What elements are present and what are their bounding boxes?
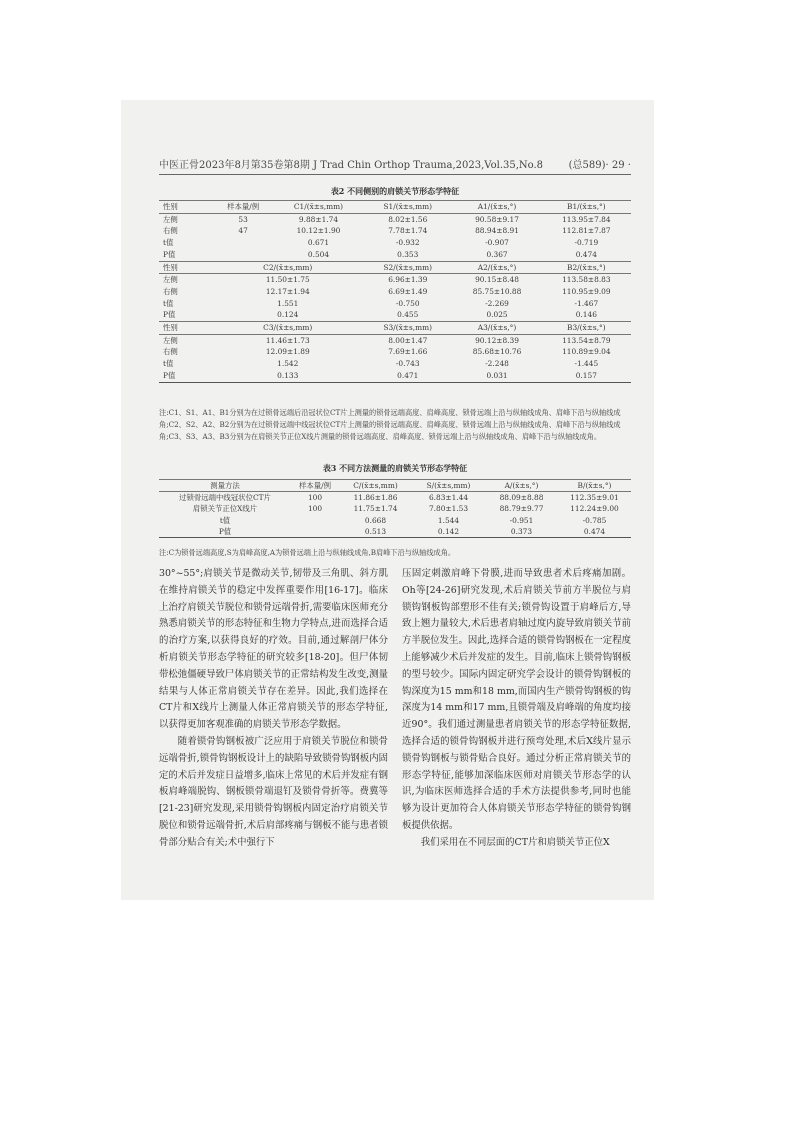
- table-cell: 0.455: [397, 310, 419, 320]
- table-cell: 0.504: [307, 249, 330, 259]
- table-row: [159, 237, 631, 249]
- table-cell: 8.00±1.47: [363, 334, 452, 346]
- table-row: [159, 526, 631, 538]
- table-cell: 0.367: [486, 249, 508, 259]
- table-cell: t值: [163, 359, 174, 369]
- table-cell: 6.83±1.44: [412, 492, 485, 504]
- table-cell: 11.46±1.73: [212, 334, 363, 346]
- table-cell: 左侧: [159, 334, 212, 346]
- table-cell: 112.24±9.00: [570, 504, 619, 514]
- table-cell: B2/(x̄±s,°): [542, 261, 631, 274]
- table-cell: 7.69±1.66: [388, 347, 428, 357]
- table-row: [159, 225, 631, 237]
- table-cell: -1.467: [574, 298, 599, 308]
- table-cell: 6.69±1.49: [388, 286, 428, 296]
- table-cell: C/(x̄±s,mm): [339, 480, 412, 492]
- table-cell: 12.17±1.94: [265, 286, 310, 296]
- table-cell: 0.031: [452, 370, 541, 382]
- table-row: [159, 503, 631, 514]
- table-cell: 肩锁关节正位X线片: [192, 504, 258, 514]
- table-cell: 53: [212, 213, 273, 225]
- table-cell: 112.81±7.87: [562, 226, 611, 236]
- table-cell: -0.932: [395, 238, 420, 248]
- table-cell: A1/(x̄±s,°): [452, 201, 541, 214]
- header-journal-info: 中医正骨2023年8月第35卷第8期 J Trad Chin Orthop Trauma,2023,Vol.35,No.8: [159, 160, 544, 171]
- table-cell: 7.80±1.53: [428, 504, 469, 514]
- table-cell: 85.68±10.76: [472, 347, 522, 357]
- table-cell: 1.544: [437, 515, 460, 525]
- table-cell: 0.474: [575, 249, 597, 259]
- table-cell: 1.542: [277, 359, 299, 369]
- table-cell: 100: [291, 492, 339, 504]
- table3: [159, 479, 631, 538]
- table-cell: -0.743: [395, 359, 420, 369]
- table-cell: 0.373: [485, 526, 558, 538]
- table-cell: S1/(x̄±s,mm): [363, 201, 452, 214]
- table-cell: 90.12±8.39: [452, 334, 541, 346]
- table-cell: S/(x̄±s,mm): [412, 480, 485, 492]
- body-column-right: [402, 566, 631, 852]
- table-row: [159, 249, 631, 261]
- table-cell: 9.88±1.74: [274, 213, 363, 225]
- table2: [159, 200, 631, 383]
- table-cell: -0.719: [574, 238, 599, 248]
- table-cell: 90.15±8.48: [452, 274, 541, 286]
- table2-title: 表2 不同侧别的肩锁关节形态学特征: [330, 186, 460, 196]
- table-cell: A2/(x̄±s,°): [452, 261, 541, 274]
- table-cell: 0.471: [363, 370, 452, 382]
- table-cell: 0.474: [558, 526, 631, 538]
- table-cell: 6.96±1.39: [363, 274, 452, 286]
- table3-title: 表3 不同方法测量的肩锁关节形态学特征: [322, 463, 468, 473]
- table2-note: 注:C1、S1、A1、B1分别为在过锁骨远端后沿冠状位CT片上测量的锁骨远端高度、肩峰高度、锁骨远端上沿与纵轴线成角、肩峰下沿与纵轴线成角;C2、S2、A2、B2分别为在过锁骨远端中线冠状位CT片上测量的锁骨远端高度、肩峰高度、锁骨远端上沿与纵轴线成角、肩峰下沿与纵轴线成角;C3、S3、A3、B3分别为在肩锁关节正位X线片测量的锁骨远端高度、肩峰高度、锁骨远端上沿与纵轴线成角、肩峰下沿与纵轴线成角。: [159, 408, 621, 441]
- table-cell: 0.124: [277, 310, 299, 320]
- table-cell: 样本量/例: [212, 201, 273, 214]
- body-paragraph: 压固定刺激肩峰下骨膜,进而导致患者术后疼痛加剧。Oh等[24-26]研究发现,术后肩锁关节前方半脱位与肩锁钩钢板钩部塑形不佳有关;锁骨钩设置于肩峰后方,导致上翘力量较大,术后患者肩轴过度内旋导致肩锁关节前方半脱位发生。因此,选择合适的锁骨钩钢板在一定程度上能够减少术后并发症的发生。目前,临床上锁骨钩钢板的型号较少。国际内固定研究学会设计的锁骨钩钢板的钩深度为15 mm和18 mm,而国内生产锁骨钩钢板的钩深度为14 mm和17 mm,且锁骨端及肩峰端的角度均接近90°。我们通过测量患者肩锁关节的形态学特征数据,选择合适的锁骨钩钢板并进行预弯处理,术后X线片显示锁骨钩钢板与锁骨贴合良好。通过分析正常肩锁关节的形态学特征,能够加深临床医师对肩锁关节形态学的认识,为临床医师选择合适的手术方法提供参考,同时也能够为设计更加符合人体肩锁关节形态学特征的锁骨钩钢板提供依据。: [402, 568, 631, 831]
- table-cell: 0.668: [364, 515, 387, 525]
- table-row: [159, 492, 631, 504]
- table-cell: 110.89±9.04: [562, 347, 611, 357]
- table-cell: -1.445: [574, 359, 599, 369]
- table-cell: 110.95±9.09: [562, 286, 611, 296]
- table-cell: S2/(x̄±s,mm): [363, 261, 452, 274]
- table-cell: 测量方法: [159, 480, 291, 492]
- table-cell: C1/(x̄±s,mm): [274, 201, 363, 214]
- table-cell: [291, 515, 339, 526]
- table-cell: 90.58±9.17: [452, 213, 541, 225]
- table-cell: B1/(x̄±s,°): [542, 201, 631, 214]
- body-paragraph: 30°~55°;肩锁关节是微动关节,韧带及三角肌、斜方肌在维持肩锁关节的稳定中发挥重要作用[16-17]。临床上治疗肩锁关节脱位和锁骨远端骨折,需要临床医师充分熟悉肩锁关节的形态特征和生物力学特点,进而选择合适的治疗方案,以获得良好的疗效。目前,通过解剖尸体分析肩锁关节形态学特征的研究较多[18-20]。但尸体韧带松弛僵硬导致尸体肩锁关节的正常结构发生改变,测量结果与人体正常肩锁关节存在差异。因此,我们选择在CT片和X线片上测量人体正常肩锁关节的形态学特征,以获得更加客观准确的肩锁关节形态学数据。: [159, 568, 388, 731]
- table-cell: -0.907: [485, 238, 509, 248]
- table-cell: 右侧: [163, 347, 178, 357]
- running-header: [159, 156, 631, 170]
- table-cell: 113.95±7.84: [542, 213, 631, 225]
- table-cell: 112.35±9.01: [558, 492, 631, 504]
- table-cell: B3/(x̄±s,°): [542, 322, 631, 335]
- table-row: [159, 309, 631, 321]
- table-cell: C2/(x̄±s,mm): [212, 261, 363, 274]
- body-paragraph: 随着锁骨钩钢板被广泛应用于肩锁关节脱位和锁骨远端骨折,锁骨钩钢板设计上的缺陷导致锁骨钩钢板内固定的术后并发症日益增多,临床上常见的术后并发症有钢板肩峰端脱钩、钢板锁骨端退钉及锁骨骨折等。费冀等[21-23]研究发现,采用锁骨钩钢板内固定治疗肩锁关节脱位和锁骨远端骨折,术后肩部疼痛与钢板不能与患者锁骨部分贴合有关;术中强行下: [159, 735, 388, 848]
- table-cell: 过锁骨远端中线冠状位CT片: [159, 492, 291, 504]
- table-cell: B/(x̄±s,°): [558, 480, 631, 492]
- table-cell: 7.78±1.74: [388, 226, 428, 236]
- header-rule: [159, 174, 631, 175]
- table-cell: 性别: [159, 261, 212, 274]
- table-cell: C3/(x̄±s,mm): [212, 322, 363, 335]
- table-cell: 0.671: [307, 238, 330, 248]
- table-row: [159, 515, 631, 526]
- table-cell: P值: [159, 370, 212, 382]
- table-cell: 47: [238, 226, 248, 236]
- table-cell: S3/(x̄±s,mm): [363, 322, 452, 335]
- table-cell: [291, 526, 339, 538]
- header-page-number: (总589)· 29 ·: [568, 160, 631, 171]
- table-cell: 0.025: [486, 310, 508, 320]
- table-cell: 1.551: [277, 298, 299, 308]
- table-cell: t值: [219, 515, 231, 525]
- table-cell: 0.142: [412, 526, 485, 538]
- body-column-left: [159, 566, 388, 852]
- table3-note: 注:C为锁骨远端高度,S为肩峰高度,A为锁骨远端上沿与纵轴线成角,B肩峰下沿与纵轴线成角。: [159, 548, 456, 557]
- table-cell: A3/(x̄±s,°): [452, 322, 541, 335]
- table-header-row: [159, 201, 631, 214]
- table-cell: 0.513: [339, 526, 412, 538]
- table-cell: 11.50±1.75: [212, 274, 363, 286]
- table-cell: A/(x̄±s,°): [485, 480, 558, 492]
- table-cell: 88.94±8.91: [475, 226, 519, 236]
- table-row: [159, 334, 631, 346]
- table-cell: 100: [307, 504, 323, 514]
- table-row: [159, 370, 631, 382]
- table-cell: 88.79±9.77: [499, 504, 544, 514]
- table-row: [159, 346, 631, 358]
- table-header-row: [159, 322, 631, 335]
- table-cell: 0.133: [212, 370, 363, 382]
- body-paragraph: 我们采用在不同层面的CT片和肩锁关节正位X: [420, 836, 610, 848]
- table-cell: 0.353: [397, 249, 419, 259]
- scanned-page: [121, 100, 654, 900]
- table-cell: P值: [159, 526, 291, 538]
- table-cell: 88.09±8.88: [485, 492, 558, 504]
- table-header-row: [159, 480, 631, 492]
- table-cell: 右侧: [163, 226, 178, 236]
- table-cell: -2.248: [485, 359, 509, 369]
- table-row: [159, 286, 631, 298]
- table-cell: t值: [163, 238, 174, 248]
- table-cell: 12.09±1.89: [265, 347, 310, 357]
- table-cell: 右侧: [163, 286, 178, 296]
- table-cell: t值: [163, 298, 174, 308]
- table-cell: 样本量/例: [291, 480, 339, 492]
- table-cell: -0.951: [509, 515, 534, 525]
- table-cell: 11.86±1.86: [339, 492, 412, 504]
- table-cell: 左侧: [159, 274, 212, 286]
- table-cell: 8.02±1.56: [363, 213, 452, 225]
- table-row: [159, 274, 631, 286]
- table-cell: -0.750: [395, 298, 420, 308]
- table-cell: -2.269: [485, 298, 509, 308]
- table-cell: 113.58±8.83: [542, 274, 631, 286]
- table-row: [159, 358, 631, 370]
- table-header-row: [159, 261, 631, 274]
- table-cell: 性别: [159, 322, 212, 335]
- table-cell: 113.54±8.79: [542, 334, 631, 346]
- table-row: [159, 213, 631, 225]
- table-cell: 85.75±10.88: [472, 286, 522, 296]
- table-cell: 性别: [159, 201, 212, 214]
- table-cell: 左侧: [159, 213, 212, 225]
- table-cell: [212, 237, 273, 249]
- table-cell: 0.157: [542, 370, 631, 382]
- table-cell: [212, 249, 273, 261]
- table-cell: -0.785: [582, 515, 607, 525]
- table-cell: P值: [163, 310, 176, 320]
- table-cell: P值: [163, 249, 176, 259]
- table-cell: 0.146: [575, 310, 597, 320]
- table-cell: 10.12±1.90: [296, 226, 341, 236]
- table-cell: 11.75±1.74: [353, 504, 398, 514]
- table-row: [159, 298, 631, 310]
